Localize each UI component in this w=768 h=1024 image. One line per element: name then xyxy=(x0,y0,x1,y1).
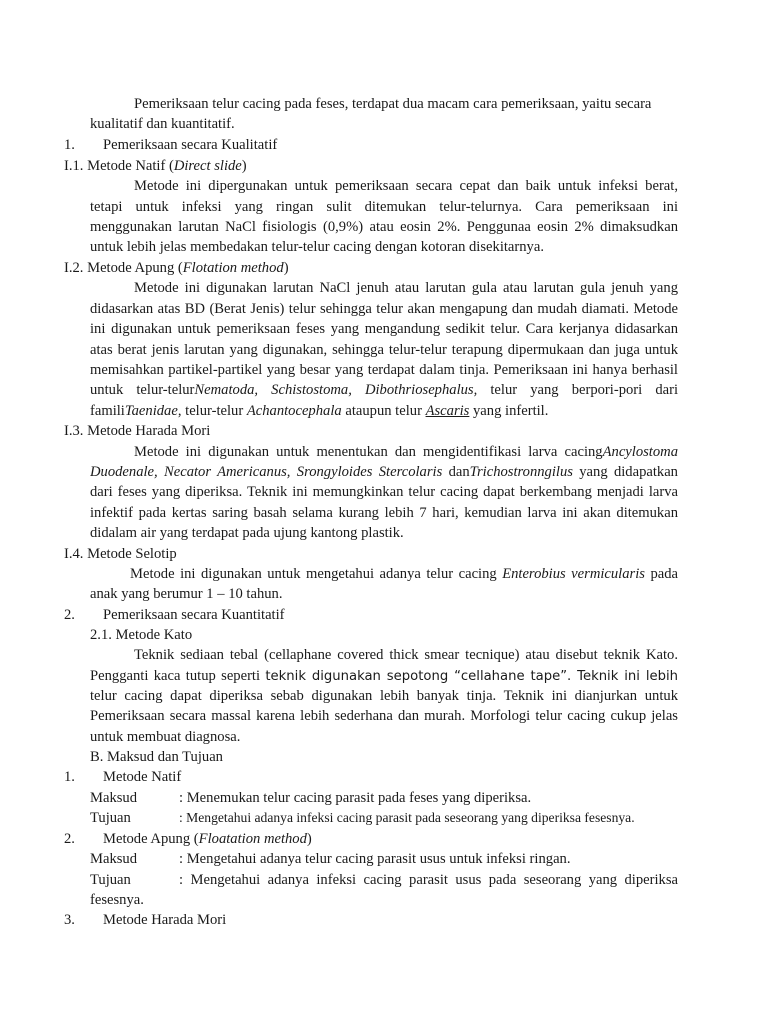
list-title: Metode Natif xyxy=(103,769,182,785)
paragraph-line: Metode ini digunakan untuk menentukan dan mengidentifikasi larva cacingAncylostoma xyxy=(134,444,678,460)
paragraph-line: Metode ini digunakan untuk mengetahui adanya telur cacing Enterobius vermicularis pada xyxy=(130,566,678,582)
paragraph-line: familiTaenidae, telur-telur Achantocephala ataupun telur Ascaris yang infertil. xyxy=(90,403,549,419)
tujuan-text: : Mengetahui adanya infeksi cacing parasit usus pada seseorang yang diperiksa xyxy=(179,872,678,888)
list-number: 2. xyxy=(64,831,75,847)
paragraph-line: Metode ini dipergunakan untuk pemeriksaan secara cepat dan baik untuk infeksi berat, xyxy=(134,178,678,194)
tujuan-text: : Mengetahui adanya infeksi cacing parasit pada seseorang yang diperiksa fesesnya. xyxy=(179,810,635,825)
paragraph-line: Metode ini digunakan larutan NaCl jenuh atau larutan gula atau larutan gula jenuh yang xyxy=(134,280,678,296)
section-number: 1. xyxy=(64,137,75,153)
subsection-heading: 2.1. Metode Kato xyxy=(90,627,193,643)
paragraph-line: untuk membuat diagnosa. xyxy=(90,729,241,745)
subsection-heading: I.2. Metode Apung (Flotation method) xyxy=(64,260,289,276)
section-heading: Pemeriksaan secara Kuantitatif xyxy=(103,607,285,623)
paragraph-line: menggunakan larutan NaCl fisiologis (0,9%) atau eosin 2%. Penggunaa eosin 2% dimaksudkan xyxy=(90,219,678,235)
paragraph-line: didasarkan atas BD (Berat Jenis) telur sehingga telur akan mengapung dan mudah diamati. Metode xyxy=(90,301,678,317)
list-title: Metode Apung (Floatation method) xyxy=(103,831,312,847)
paragraph-line: telur cacing dapat diperiksa sebab digunakan lebih banyak tinja. Teknik ini dianjurkan untuk xyxy=(90,688,678,704)
tujuan-text-cont: fesesnya. xyxy=(90,892,144,908)
tujuan-label: Tujuan xyxy=(90,810,131,826)
paragraph-line: dari feses yang diperiksa. Teknik ini memungkinkan telur cacing dapat berkembang menjadi larva xyxy=(90,484,678,500)
section-number: 2. xyxy=(64,607,75,623)
paragraph-line: Pengganti kaca tutup seperti teknik digunakan sepotong “cellahane tape”. Teknik ini lebih xyxy=(90,668,678,684)
paragraph-line: didalam air yang terdapat pada ujung kantong plastik. xyxy=(90,525,404,541)
intro-line: Pemeriksaan telur cacing pada feses, terdapat dua macam cara pemeriksaan, yaitu secara xyxy=(134,96,652,112)
paragraph-line: Duodenale, Necator Americanus, Srongyloides Stercolaris danTrichostronngilus yang didapatkan xyxy=(90,464,678,480)
tujuan-label: Tujuan xyxy=(90,872,131,888)
subsection-heading: I.4. Metode Selotip xyxy=(64,546,177,562)
ascaris-term: Ascaris xyxy=(425,403,470,419)
paragraph-line: ini digunakan untuk pemeriksaan feses yang mengandung sedikit telur. Cara kerjanya didasarkan xyxy=(90,321,678,337)
maksud-text: : Mengetahui adanya telur cacing parasit usus untuk infeksi ringan. xyxy=(179,851,571,867)
maksud-label: Maksud xyxy=(90,790,138,806)
paragraph-line: untuk lebih jelas membedakan telur-telur cacing dengan kotoran disekitarnya. xyxy=(90,239,544,255)
subsection-heading: I.3. Metode Harada Mori xyxy=(64,423,211,439)
paragraph-line: atas berat jenis larutan yang digunakan, sehingga telur-telur terapung dipermukaan dan juga untuk xyxy=(90,342,678,358)
paragraph-line: Teknik sediaan tebal (cellaphane covered thick smear tecnique) atau disebut teknik Kato. xyxy=(134,647,678,663)
paragraph-line: tetapi untuk infeksi yang ringan sulit ditemukan telur-telurnya. Cara pemeriksaan ini xyxy=(90,199,678,215)
paragraph-line: Pemeriksaan secara massal karena lebih sederhana dan murah. Morfologi telur cacing cukup jelas xyxy=(90,708,678,724)
paragraph-line: memisahkan partikel-partikel yang besar yang terdapat dalam tinja. Pemeriksaan ini hanya berhasil xyxy=(90,362,678,378)
list-number: 3. xyxy=(64,912,75,928)
subsection-heading: I.1. Metode Natif (Direct slide) xyxy=(64,158,247,174)
list-title: Metode Harada Mori xyxy=(103,912,227,928)
paragraph-line: anak yang berumur 1 – 10 tahun. xyxy=(90,586,283,602)
list-number: 1. xyxy=(64,769,75,785)
intro-line: kualitatif dan kuantitatif. xyxy=(90,116,235,132)
paragraph-line: untuk telur-telurNematoda, Schistostoma, Dibothriosephalus, telur yang berpori-pori dari xyxy=(90,382,678,398)
paragraph-line: infektif pada kertas saring basah selama kurang lebih 7 hari, kemudian larva ini akan ditemukan xyxy=(90,505,678,521)
section-heading: Pemeriksaan secara Kualitatif xyxy=(103,137,278,153)
maksud-label: Maksud xyxy=(90,851,138,867)
section-heading: B. Maksud dan Tujuan xyxy=(90,749,223,765)
maksud-text: : Menemukan telur cacing parasit pada feses yang diperiksa. xyxy=(179,790,532,806)
